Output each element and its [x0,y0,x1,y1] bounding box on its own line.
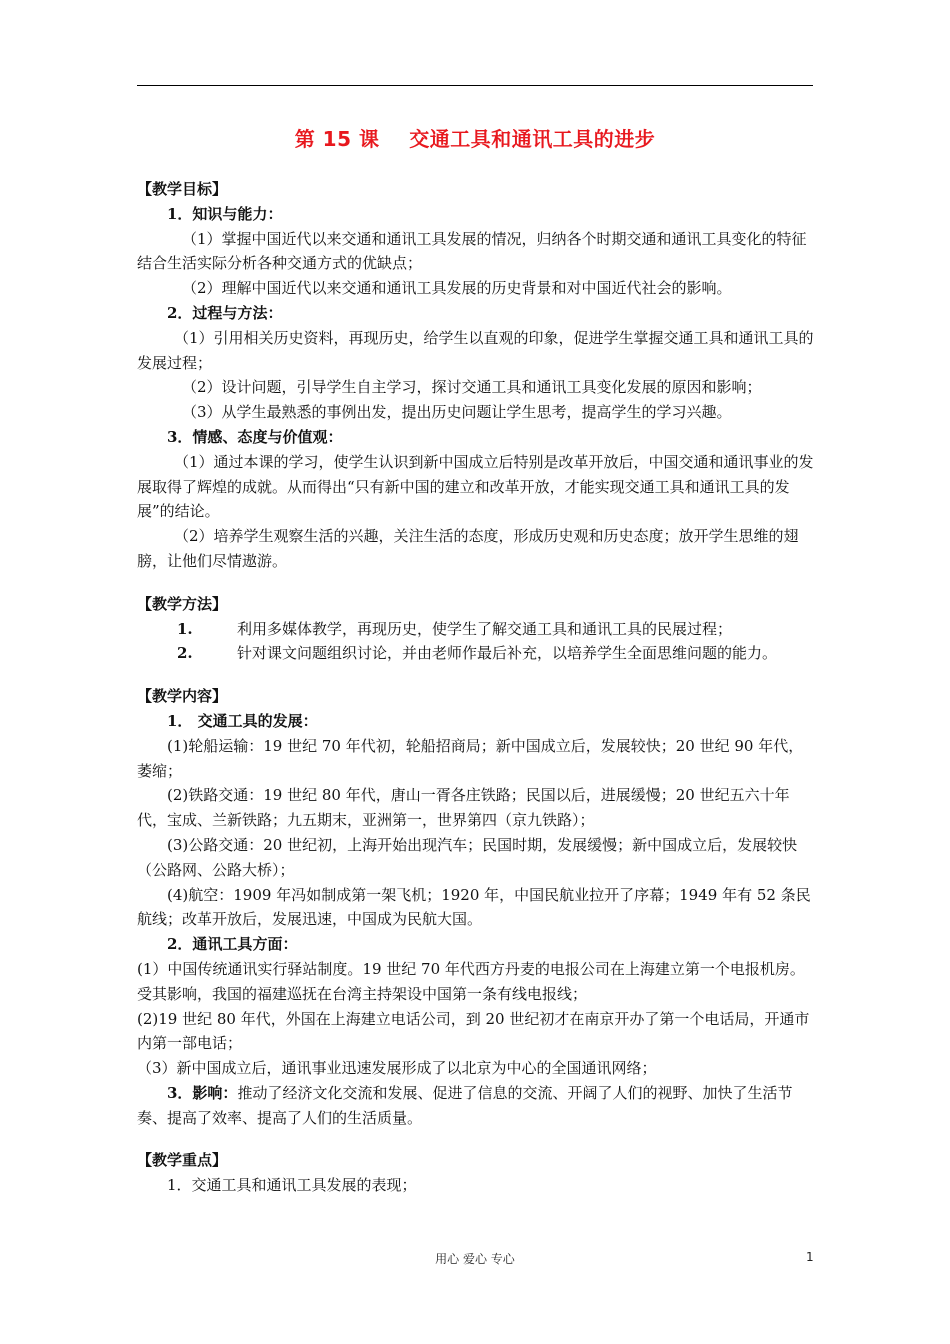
goal-paragraph: （1）掌握中国近代以来交通和通讯工具发展的情况，归纳各个时期交通和通讯工具变化的特征结合生活实际分析各种交通方式的优缺点； [137,229,807,273]
goal-subheading-values: 3．情感、态度与价值观： [167,427,343,446]
header-rule [137,85,813,86]
section-heading-content: 【教学内容】 [137,687,228,706]
content-paragraph: (2)19 世纪 80 年代，外国在上海建立电话公司，到 20 世纪初才在南京开办了第一个电话局，开通市内第一部电话； [137,1009,810,1053]
method-number: 1. [177,619,193,638]
goal-paragraph: （2）培养学生观察生活的兴趣，关注生活的态度，形成历史观和历史态度；放开学生思维的翅膀，让他们尽情遨游。 [137,527,799,570]
content-paragraph: （3）新中国成立后，通讯事业迅速发展形成了以北京为中心的全国通讯网络； [137,1059,657,1078]
content-subheading-transport: 1． 交通工具的发展： [167,711,318,730]
content-subheading-communication: 2．通讯工具方面： [167,935,298,954]
content-paragraph: (1)轮船运输：19 世纪 70 年代初，轮船招商局；新中国成立后，发展较快；20 世纪 90 年代，萎缩； [137,736,804,780]
page-title: 第 15 课 交通工具和通讯工具的进步 [294,127,656,151]
method-item [137,617,817,642]
method-item [137,641,817,666]
content-paragraph: (4)航空：1909 年冯如制成第一架飞机；1920 年，中国民航业拉开了序幕；1949 年有 52 条民航线；改革开放后，发展迅速，中国成为民航大国。 [137,885,811,929]
goal-paragraph: （1）通过本课的学习，使学生认识到新中国成立后特别是改革开放后，中国交通和通讯事业的发展取得了辉煌的成就。从而得出“只有新中国的建立和改革开放，才能实现交通工具和通讯工具的发展”的结论。 [137,452,814,521]
impact-label: 3．影响： [167,1083,238,1102]
impact-text: 推动了经济文化交流和发展、促进了信息的交流、开阔了人们的视野、加快了生活节奏、提高了效率、提高了人们的生活质量。 [137,1083,793,1127]
goal-paragraph: （3）从学生最熟悉的事例出发，提出历史问题让学生思考，提高学生的学习兴趣。 [182,403,732,422]
goal-subheading-knowledge: 1．知识与能力： [167,204,283,223]
goal-subheading-process: 2．过程与方法： [167,303,283,322]
footer-slogan: 用心 爱心 专心 [435,1252,515,1266]
method-text: 利用多媒体教学，再现历史，使学生了解交通工具和通讯工具的民展过程； [237,619,733,638]
section-heading-key-points: 【教学重点】 [137,1151,228,1170]
goal-paragraph: （1）引用相关历史资料，再现历史，给学生以直观的印象，促进学生掌握交通工具和通讯工具的发展过程； [137,328,814,372]
section-heading-methods: 【教学方法】 [137,594,228,613]
document-body [137,177,817,1198]
method-number: 2. [177,644,193,663]
content-paragraph: (1）中国传统通讯实行驿站制度。19 世纪 70 年代西方丹麦的电报公司在上海建立第一个电报机房。受其影响，我国的福建巡抚在台湾主持架设中国第一条有线电报线； [137,959,805,1003]
content-paragraph-impact [137,1081,817,1131]
goal-paragraph: （2）设计问题，引导学生自主学习，探讨交通工具和通讯工具变化发展的原因和影响； [182,378,762,397]
method-text: 针对课文问题组织讨论，并由老师作最后补充，以培养学生全面思维问题的能力。 [237,644,778,663]
section-heading-goals: 【教学目标】 [137,180,228,198]
key-point: 1．交通工具和通讯工具发展的表现； [167,1176,417,1195]
content-paragraph: (3)公路交通：20 世纪初，上海开始出现汽车；民国时期，发展缓慢；新中国成立后，发展较快（公路网、公路大桥）； [137,835,798,879]
page-number: 1 [806,1250,814,1264]
content-paragraph: (2)铁路交通：19 世纪 80 年代，唐山一胥各庄铁路；民国以后，进展缓慢；20 世纪五六十年代，宝成、兰新铁路；九五期末，亚洲第一，世界第四（京九铁路）； [137,786,790,830]
goal-paragraph: （2）理解中国近代以来交通和通讯工具发展的历史背景和对中国近代社会的影响。 [182,279,732,298]
